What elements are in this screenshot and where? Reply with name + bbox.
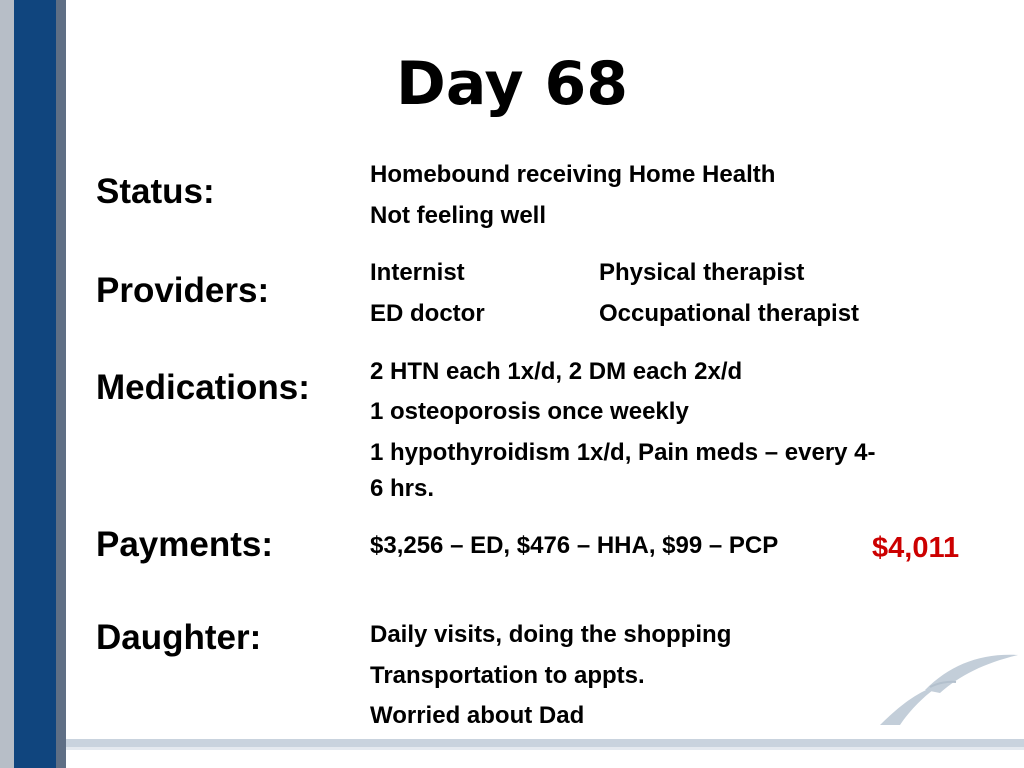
payments-label: Payments: [96,525,274,564]
daughter-line: Transportation to appts. [370,662,645,689]
payments-detail: $3,256 – ED, $476 – HHA, $99 – PCP [370,532,779,559]
providers-label: Providers: [96,271,270,310]
payments-total: $4,011 [872,532,960,564]
daughter-line: Daily visits, doing the shopping [370,621,732,648]
medication-line: 6 hrs. [370,475,435,502]
provider-item: Physical therapist [599,259,805,286]
bottom-rule-light [66,747,1024,750]
daughter-label: Daughter: [96,618,262,657]
seagull-icon [870,645,1020,735]
status-label: Status: [96,172,215,211]
provider-item: Internist [370,259,465,286]
medication-line: 1 hypothyroidism 1x/d, Pain meds – every 4- [370,439,876,466]
provider-item: ED doctor [370,300,485,327]
medications-label: Medications: [96,368,310,407]
medication-line: 1 osteoporosis once weekly [370,398,689,425]
status-line: Homebound receiving Home Health [370,161,776,188]
provider-item: Occupational therapist [599,300,860,327]
status-line: Not feeling well [370,202,547,229]
medication-line: 2 HTN each 1x/d, 2 DM each 2x/d [370,358,743,385]
slide-title: Day 68 [396,49,628,119]
bottom-rule [66,739,1024,747]
daughter-line: Worried about Dad [370,702,585,729]
